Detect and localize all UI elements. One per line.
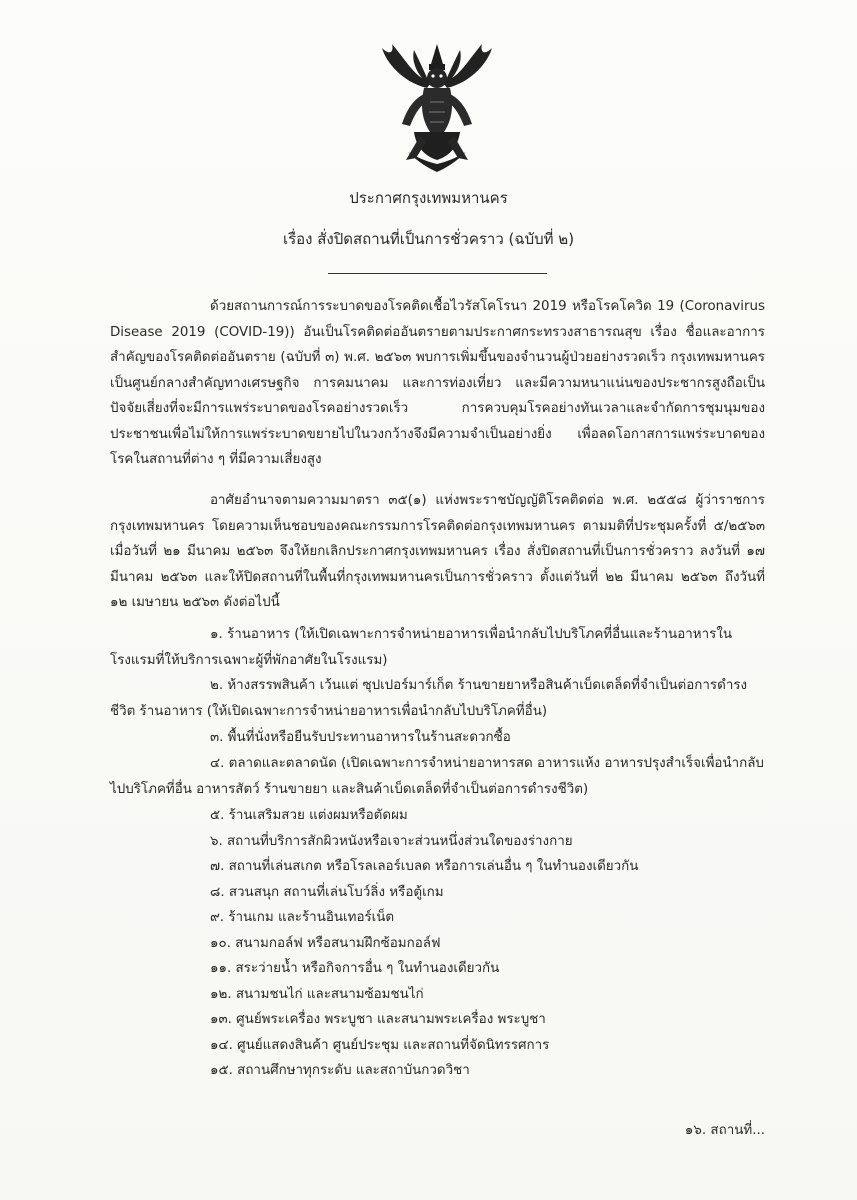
list-item-text: ๑. ร้านอาหาร (ให้เปิดเฉพาะการจำหน่ายอาหารเพื่อนำกลับไปบริโภคที่อื่นและร้านอาหารในโรงแรมที่ให้บริการเฉพาะผู้ที่พักอาศัยในโรงแรม) [110, 627, 733, 668]
announcement-subject: เรื่อง สั่งปิดสถานที่เป็นการชั่วคราว (ฉบับที่ ๒) [282, 230, 575, 248]
list-item-4 [110, 751, 765, 802]
list-item-9: ๙. ร้านเกม และร้านอินเทอร์เน็ต [210, 910, 395, 925]
announcement-title: ประกาศกรุงเทพมหานคร [349, 189, 508, 207]
garuda-emblem-icon [372, 42, 502, 174]
body-paragraph-2 [110, 488, 765, 616]
list-item-6: ๖. สถานที่บริการสักผิวหนังหรือเจาะส่วนหนึ่งส่วนใดของร่างกาย [210, 833, 573, 849]
paragraph-text: อาศัยอำนาจตามความมาตรา ๓๕(๑) แห่งพระราชบัญญัติโรคติดต่อ พ.ศ. ๒๕๕๘ ผู้ว่าราชการกรุงเทพมหานคร โดยความเห็นชอบของคณะกรรมการโรคติดต่อกรุงเทพมหานคร ตามมติที่ประชุมครั้งที่ ๕/๒๕๖๓ เมื่อวันที่ ๒๑ มีนาคม ๒๕๖๓ จึงให้ยกเลิกประกาศกรุงเทพมหานคร เรื่อง สั่งปิดสถานที่เป็นการชั่วคราว ลงวันที่ ๑๗ มีนาคม ๒๕๖๓ และให้ปิดสถานที่ในพื้นที่กรุงเทพมหานครเป็นการชั่วคราว ตั้งแต่วันที่ ๒๒ มีนาคม ๒๕๖๓ ถึงวันที่ ๑๒ เมษายน ๒๕๖๓ ดังต่อไปนี้ [110, 493, 765, 610]
list-item-14: ๑๔. ศูนย์แสดงสินค้า ศูนย์ประชุม และสถานที่จัดนิทรรศการ [210, 1037, 550, 1053]
body-paragraph-1 [110, 294, 765, 473]
list-item-11: ๑๑. สระว่ายน้ำ หรือกิจการอื่น ๆ ในทำนองเดียวกัน [210, 961, 500, 976]
list-item-text: ๒. ห้างสรรพสินค้า เว้นแต่ ซุปเปอร์มาร์เก็ต ร้านขายยาหรือสินค้าเบ็ดเตล็ดที่จำเป็นต่อการดำรงชีวิต ร้านอาหาร (ให้เปิดเฉพาะการจำหน่ายอาหารเพื่อนำกลับไปบริโภคที่อื่น) [110, 678, 748, 719]
list-items-5-15 [110, 803, 765, 1084]
list-item-10: ๑๐. สนามกอล์ฟ หรือสนามฝึกซ้อมกอล์ฟ [210, 935, 441, 951]
paragraph-text: ด้วยสถานการณ์การระบาดของโรคติดเชื้อไวรัสโคโรนา 2019 หรือโรคโควิด 19 (Coronavirus Disease 2019 (COVID-19)) อันเป็นโรคติดต่ออันตรายตามประกาศกระทรวงสาธารณสุข เรื่อง ชื่อและอาการสำคัญของโรคติดต่ออันตราย (ฉบับที่ ๓) พ.ศ. ๒๕๖๓ พบการเพิ่มขึ้นของจำนวนผู้ป่วยอย่างรวดเร็ว กรุงเทพมหานครเป็นศูนย์กลางสำคัญทางเศรษฐกิจ การคมนาคม และการท่องเที่ยว และมีความหนาแน่นของประชากรสูงถือเป็นปัจจัยเสี่ยงที่จะมีการแพร่ระบาดของโรคอย่างรวดเร็ว การควบคุมโรคอย่างทันเวลาและจำกัดการชุมนุมของประชาชนเพื่อไม่ให้การแพร่ระบาดขยายไปในวงกว้างจึงมีความจำเป็นอย่างยิ่ง เพื่อลดโอกาสการแพร่ระบาดของโรคในสถานที่ต่าง ๆ ที่มีความเสี่ยงสูง [110, 299, 765, 467]
list-item-text: ๔. ตลาดและตลาดนัด (เปิดเฉพาะการจำหน่ายอาหารสด อาหารแห้ง อาหารปรุงสำเร็จเพื่อนำกลับไปบริโภคที่อื่น อาหารสัตว์ ร้านขายยา และสินค้าเบ็ดเตล็ดที่จำเป็นต่อการดำรงชีวิต) [110, 756, 764, 797]
list-item-text: ๓. พื้นที่นั่งหรือยืนรับประทานอาหารในร้านสะดวกซื้อ [210, 730, 511, 745]
list-item-3 [110, 725, 765, 751]
title-divider [328, 273, 547, 274]
list-item-1 [110, 622, 765, 673]
list-item-12: ๑๒. สนามชนไก่ และสนามซ้อมชนไก่ [210, 986, 424, 1002]
page-continuation: ๑๖. สถานที่... [684, 1123, 765, 1138]
list-item-5: ๕. ร้านเสริมสวย แต่งผมหรือตัดผม [210, 808, 408, 823]
list-item-2 [110, 673, 765, 724]
list-item-13: ๑๓. ศูนย์พระเครื่อง พระบูชา และสนามพระเครื่อง พระบูชา [210, 1012, 546, 1027]
list-item-7: ๗. สถานที่เล่นสเกต หรือโรลเลอร์เบลด หรือการเล่นอื่น ๆ ในทำนองเดียวกัน [210, 859, 639, 874]
list-item-8: ๘. สวนสนุก สถานที่เล่นโบว์ลิ่ง หรือตู้เกม [210, 884, 444, 900]
list-item-15: ๑๕. สถานศึกษาทุกระดับ และสถาบันกวดวิชา [210, 1063, 470, 1078]
